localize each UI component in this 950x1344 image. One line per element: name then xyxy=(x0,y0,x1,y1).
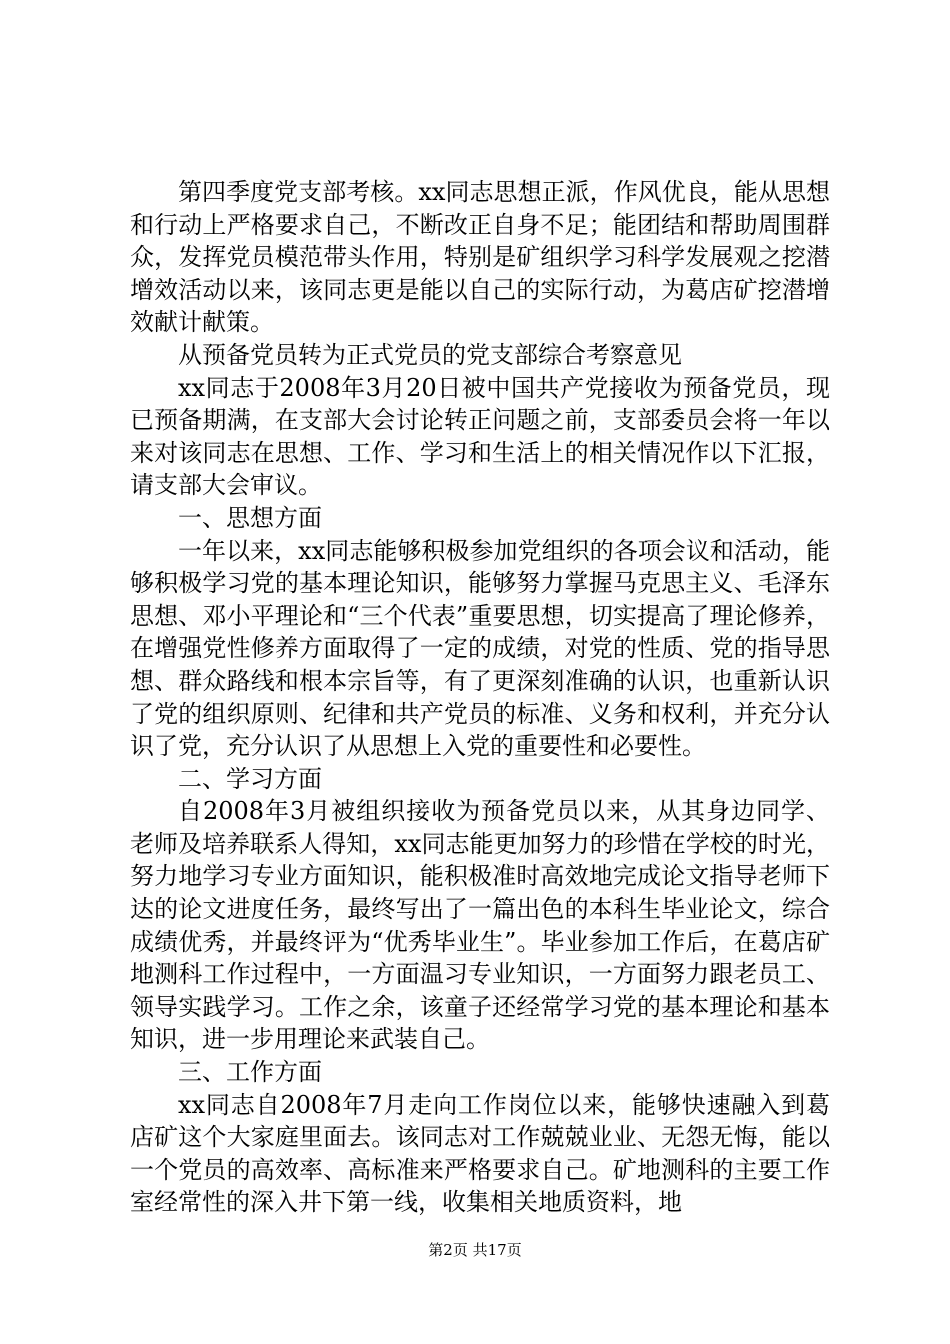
document-body xyxy=(130,176,830,1219)
heading-thought: 一、思想方面 xyxy=(178,503,322,532)
paragraph-work: xx同志自2008年7月走向工作岗位以来，能够快速融入到葛店矿这个大家庭里面去。该同志对工作兢兢业业、无怨无悔，能以一个党员的高效率、高标准来严格要求自己。矿地测科的主要工作室经常性的深入井下第一线，收集相关地质资料，地 xyxy=(130,1090,830,1217)
paragraph-party-branch-review: 第四季度党支部考核。xx同志思想正派，作风优良，能从思想和行动上严格要求自己，不断改正自身不足；能团结和帮助周围群众，发挥党员模范带头作用，特别是矿组织学习科学发展观之挖潜增效活动以来，该同志更是能以自己的实际行动，为葛店矿挖潜增效献计献策。 xyxy=(130,178,830,337)
paragraph-study: 自2008年3月被组织接收为预备党员以来，从其身边同学、老师及培养联系人得知，xx同志能更加努力的珍惜在学校的时光，努力地学习专业方面知识，能积极准时高效地完成论文指导老师下达的论文进度任务，最终写出了一篇出色的本科生毕业论文，综合成绩优秀，并最终评为“优秀毕业生”。毕业参加工作后，在葛店矿地测科工作过程中，一方面温习专业知识，一方面努力跟老员工、领导实践学习。工作之余，该童子还经常学习党的基本理论和基本知识，进一步用理论来武装自己。 xyxy=(130,797,830,1054)
paragraph-thought: 一年以来，xx同志能够积极参加党组织的各项会议和活动，能够积极学习党的基本理论知识，能够努力掌握马克思主义、毛泽东思想、邓小平理论和“三个代表”重要思想，切实提高了理论修养，在增强党性修养方面取得了一定的成绩，对党的性质、党的指导思想、群众路线和根本宗旨等，有了更深刻准确的认识，也重新认识了党的组织原则、纪律和共产党员的标准、义务和权利，并充分认识了党，充分认识了从思想上入党的重要性和必要性。 xyxy=(130,536,830,761)
section-title-probation-review: 从预备党员转为正式党员的党支部综合考察意见 xyxy=(178,340,682,369)
heading-study: 二、学习方面 xyxy=(178,764,322,793)
paragraph-probation-intro: xx同志于2008年3月20日被中国共产党接收为预备党员，现已预备期满，在支部大会讨论转正问题之前，支部委员会将一年以来对该同志在思想、工作、学习和生活上的相关情况作以下汇报，请支部大会审议。 xyxy=(130,373,830,500)
page-number-footer: 第2页 共17页 xyxy=(428,1241,522,1259)
heading-work: 三、工作方面 xyxy=(178,1058,322,1087)
